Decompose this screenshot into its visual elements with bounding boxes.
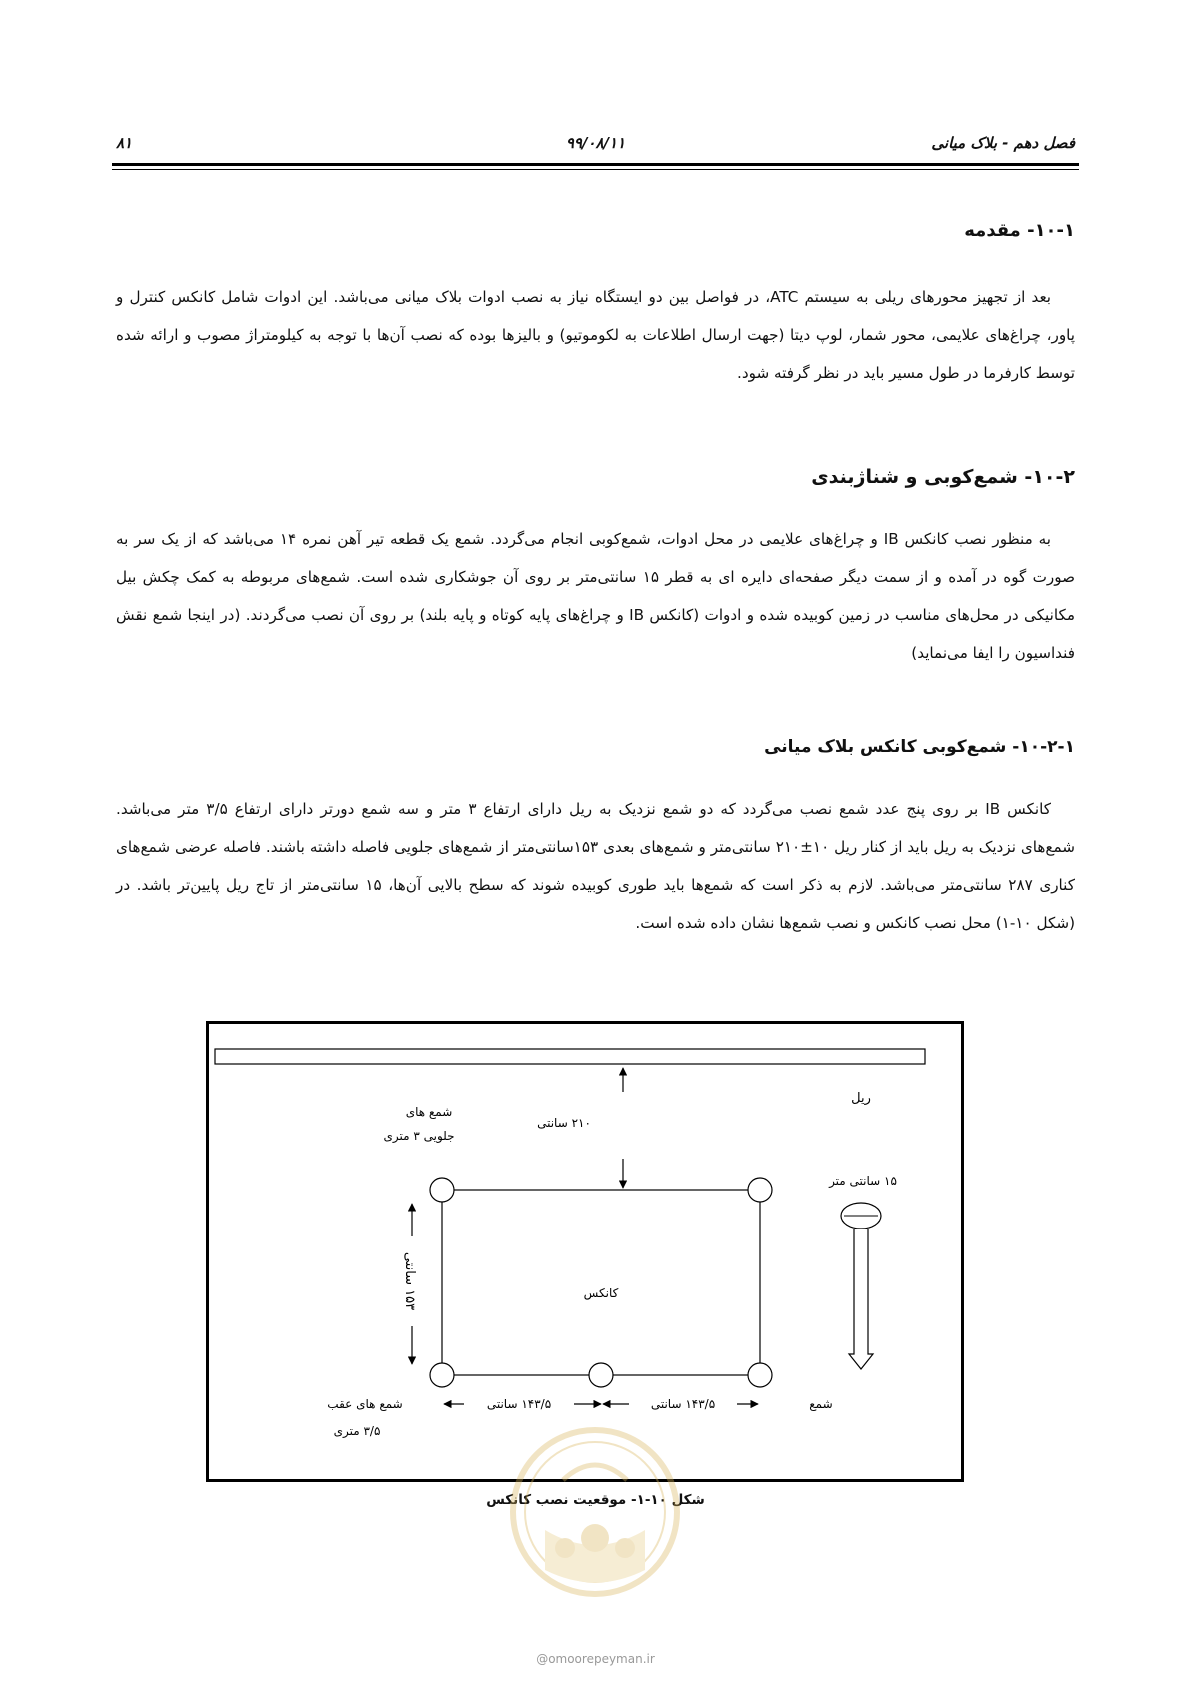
label-distance-143-left: ۱۴۳/۵ سانتی (486, 1397, 552, 1411)
container-installation-figure (206, 1021, 964, 1482)
label-pile: شمع (809, 1397, 833, 1411)
label-distance-210: ۲۱۰ سانتی (537, 1116, 591, 1130)
header-rule-thick (112, 163, 1079, 166)
section-heading-introduction: ۱۰-۱- مقدمه (964, 220, 1075, 241)
label-distance-143-right: ۱۴۳/۵ سانتی (650, 1397, 716, 1411)
figure-diagram (209, 1024, 961, 1479)
label-front-piles-line1: شمع های (405, 1105, 453, 1119)
label-front-piles-line2: جلویی ۳ متری (383, 1129, 455, 1143)
label-pile-15: ۱۵ سانتی متر (829, 1174, 897, 1188)
paragraph-container-piling (116, 790, 1075, 942)
watermark-logo (505, 1420, 685, 1610)
label-rear-piles-line1: شمع های عقب (327, 1397, 403, 1411)
label-distance-153: ۱۵۳ سانتی (402, 1251, 417, 1311)
paragraph-line: این ادوات شامل کانکس کنترل و پاور، چراغ‌های علایمی، محور شمار، لوپ دیتا (جهت ارسال اطلاعات به لکوموتیو) و (116, 288, 1076, 344)
front-pile-left (430, 1178, 454, 1202)
paragraph-line: ذکر است که شمع‌ها باید طوری کوبیده شوند که سطح بالایی آن‌ها، ۱۵ سانتی‌متر از تاج ریل پایین‌تر باشد. در (شکل (116, 876, 1075, 932)
container-outline (442, 1190, 760, 1375)
rear-pile-middle (589, 1363, 613, 1387)
header-rule-thin (112, 169, 1079, 170)
rear-pile-right (748, 1363, 772, 1387)
section-heading-container-piling: ۱۰-۲-۱- شمع‌کوبی کانکس بلاک میانی (764, 737, 1075, 757)
paragraph-line: ۱۵۳سانتی‌متر از شمع‌های جلویی فاصله داشته باشند. فاصله عرضی شمع‌های کناری ۲۸۷ سانتی‌متر می‌باشد. لازم به (116, 838, 1075, 894)
paragraph-introduction (116, 278, 1075, 392)
paragraph-line: ۱۴ می‌باشد که از یک سر به صورت گوه در آمده و از سمت دیگر صفحه‌ای دایره ای به قطر ۱۵ سانتی‌متر بر روی آن (116, 530, 1075, 586)
figure-caption: شکل ۱۰-۱- موقعیت نصب کانکس (486, 1492, 705, 1508)
label-rail: ریل (851, 1091, 871, 1106)
paragraph-line: دارای ارتفاع ۳/۵ متر می‌باشد. شمع‌های نزدیک به ریل باید از کنار ریل ۱۰±۲۱۰ سانتی‌متر و شمع‌های بعدی (116, 800, 1075, 856)
paragraph-line: ۱۰-۱) محل نصب کانکس و نصب شمع‌ها نشان داده شده است. (635, 914, 1032, 932)
front-pile-right (748, 1178, 772, 1202)
paragraph-line: جوشکاری شده است. شمع‌های مربوطه به کمک چکش بیل مکانیکی در محل‌های مناسب در زمین کوبیده شده و ادوات (116, 568, 1075, 624)
label-container: کانکس (583, 1286, 619, 1300)
paragraph-line: کانکس IB بر روی پنج عدد شمع نصب می‌گردد که دو شمع نزدیک به ریل دارای ارتفاع ۳ متر و سه شمع دورتر (320, 800, 1052, 818)
rail-shape (215, 1049, 925, 1064)
header-date: ۹۹/۰۸/۱۱ (565, 134, 626, 152)
section-heading-piling: ۱۰-۲- شمع‌کوبی و شناژبندی (811, 466, 1075, 488)
header-chapter-title: فصل دهم - بلاک میانی (931, 134, 1075, 152)
paragraph-line: (کانکس IB و چراغ‌های پایه کوتاه و پایه بلند) بر روی آن نصب می‌گردند. (در اینجا شمع نقش فنداسیون را ایفا می‌نماید) (116, 606, 1075, 662)
paragraph-piling (116, 520, 1075, 672)
paragraph-line: بعد از تجهیز محورهای ریلی به سیستم ATC، در فواصل بین دو ایستگاه نیاز به نصب ادوات بلاک میانی می‌باشد. (333, 288, 1052, 306)
pile-body-shape (849, 1229, 873, 1369)
paragraph-line: به منظور نصب کانکس IB و چراغ‌های علایمی در محل ادوات، شمع‌کوبی انجام می‌گردد. شمع یک قطعه تیر آهن نمره (302, 530, 1052, 548)
rear-pile-left (430, 1363, 454, 1387)
label-rear-piles-line2: ۳/۵ متری (333, 1424, 381, 1438)
watermark-url: @omoorepeyman.ir (536, 1652, 655, 1666)
header-page-number: ۸۱ (116, 134, 133, 152)
paragraph-line: بالیزها بوده که نصب آن‌ها با توجه به کیلومتراژ مصوب و ارائه شده توسط کارفرما در طول مسیر باید در نظر گرفته شود. (116, 326, 1075, 382)
